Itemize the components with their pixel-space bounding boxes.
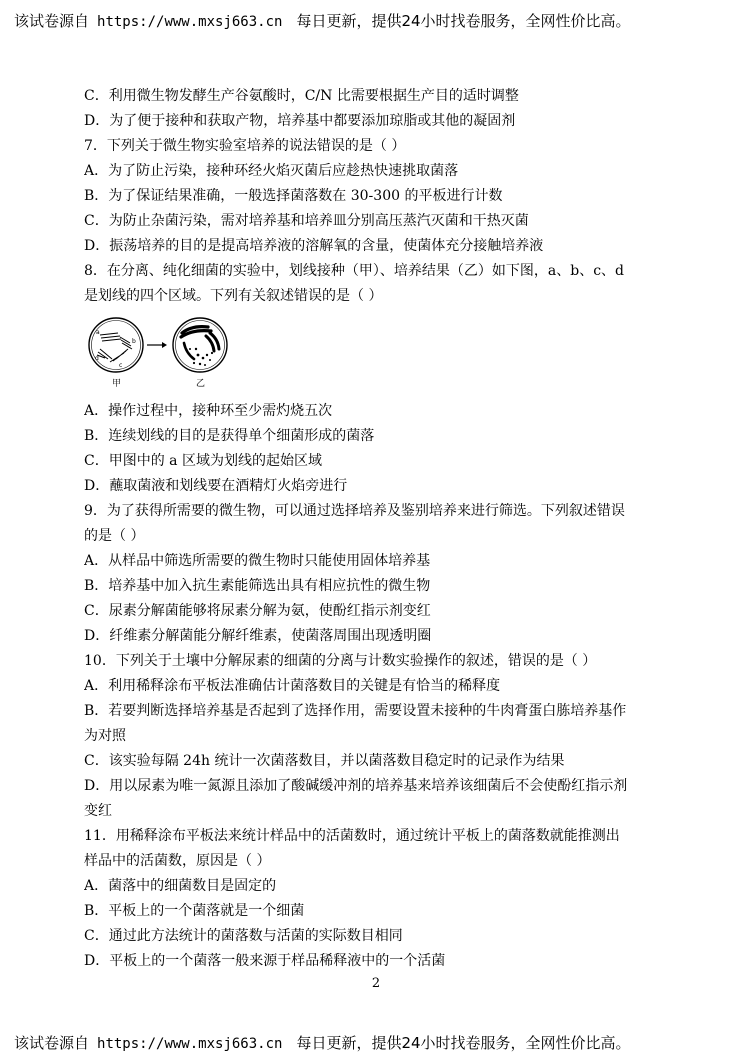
figure-label-yi: 乙 <box>196 379 206 389</box>
zone-label-c: c <box>119 362 123 369</box>
option-d-cont: 变红 <box>84 803 112 819</box>
option-c: C．通过此方法统计的菌落数与活菌的实际数目相同 <box>84 928 403 944</box>
option-b: B．培养基中加入抗生素能筛选出具有相应抗性的微生物 <box>84 578 431 594</box>
option-d: D．蘸取菌液和划线要在酒精灯火焰旁进行 <box>84 478 348 494</box>
option-b-cont: 为对照 <box>84 728 126 744</box>
option-b: B．平板上的一个菌落就是一个细菌 <box>84 903 305 919</box>
question-11-cont: 样品中的活菌数，原因是（ ） <box>84 853 271 869</box>
streak-plate-figure <box>86 313 246 389</box>
option-a: A．利用稀释涂布平板法准确估计菌落数目的关键是有恰当的稀释度 <box>84 678 501 694</box>
option-b: B．若要判断选择培养基是否起到了选择作用，需要设置未接种的牛肉膏蛋白胨培养基作 <box>84 703 627 719</box>
text-line: C．利用微生物发酵生产谷氨酸时，C/N 比需要根据生产目的适时调整 <box>84 88 519 104</box>
question-9: 9．为了获得所需要的微生物，可以通过选择培养及鉴别培养来进行筛选。下列叙述错误 <box>84 503 625 519</box>
banner-slogan: 每日更新，提供24小时找卷服务，全网性价比高。 <box>296 12 631 30</box>
question-7: 7．下列关于微生物实验室培养的说法错误的是（ ） <box>84 138 406 154</box>
page-number: 2 <box>371 976 381 991</box>
question-8: 8．在分离、纯化细菌的实验中，划线接种（甲）、培养结果（乙）如下图，a、b、c、d <box>84 263 625 279</box>
text-line: D．为了便于接种和获取产物，培养基中都要添加琼脂或其他的凝固剂 <box>84 113 516 129</box>
option-a: A．从样品中筛选所需要的微生物时只能使用固体培养基 <box>84 553 431 569</box>
question-11: 11．用稀释涂布平板法来统计样品中的活菌数时，通过统计平板上的菌落数就能推测出 <box>84 828 620 844</box>
option-a: A．菌落中的细菌数目是固定的 <box>84 878 277 894</box>
option-c: C．为防止杂菌污染，需对培养基和培养皿分别高压蒸汽灭菌和干热灭菌 <box>84 213 529 229</box>
question-8-cont: 是划线的四个区域。下列有关叙述错误的是（ ） <box>84 288 383 304</box>
arrow-icon <box>147 342 167 348</box>
bottom-banner <box>14 1030 742 1056</box>
zone-label-d: d <box>95 355 99 362</box>
option-d: D．平板上的一个菌落一般来源于样品稀释液中的一个活菌 <box>84 953 446 969</box>
dish-yi <box>173 318 227 372</box>
banner-slogan: 每日更新，提供24小时找卷服务，全网性价比高。 <box>296 1034 631 1052</box>
banner-url-link[interactable]: https://www.mxsj663.cn <box>97 1036 283 1052</box>
zone-label-a: a <box>96 329 100 336</box>
banner-site: 该试卷源自 <box>14 12 90 30</box>
option-c: C．尿素分解菌能够将尿素分解为氨，使酚红指示剂变红 <box>84 603 431 619</box>
question-9-cont: 的是（ ） <box>84 528 145 544</box>
banner-url-link[interactable]: https://www.mxsj663.cn <box>97 14 283 30</box>
option-d: D．振荡培养的目的是提高培养液的溶解氧的含量，使菌体充分接触培养液 <box>84 238 544 254</box>
option-b: B．为了保证结果准确，一般选择菌落数在 30-300 的平板进行计数 <box>84 188 503 204</box>
banner-site: 该试卷源自 <box>14 1034 90 1052</box>
option-a: A．为了防止污染，接种环经火焰灭菌后应趁热快速挑取菌落 <box>84 163 459 179</box>
option-d: D．用以尿素为唯一氮源且添加了酸碱缓冲剂的培养基来培养该细菌后不会使酚红指示剂 <box>84 778 628 794</box>
dish-jia <box>89 318 143 372</box>
option-c: C．该实验每隔 24h 统计一次菌落数目，并以菌落数目稳定时的记录作为结果 <box>84 753 565 769</box>
option-b: B．连续划线的目的是获得单个细菌形成的菌落 <box>84 428 375 444</box>
option-d: D．纤维素分解菌能分解纤维素，使菌落周围出现透明圈 <box>84 628 432 644</box>
zone-label-b: b <box>132 338 136 345</box>
question-10: 10．下列关于土壤中分解尿素的细菌的分离与计数实验操作的叙述，错误的是（ ） <box>84 653 597 669</box>
figure-label-jia: 甲 <box>112 379 122 389</box>
option-a: A．操作过程中，接种环至少需灼烧五次 <box>84 403 333 419</box>
top-banner <box>14 8 742 34</box>
option-c: C．甲图中的 a 区域为划线的起始区域 <box>84 453 322 469</box>
